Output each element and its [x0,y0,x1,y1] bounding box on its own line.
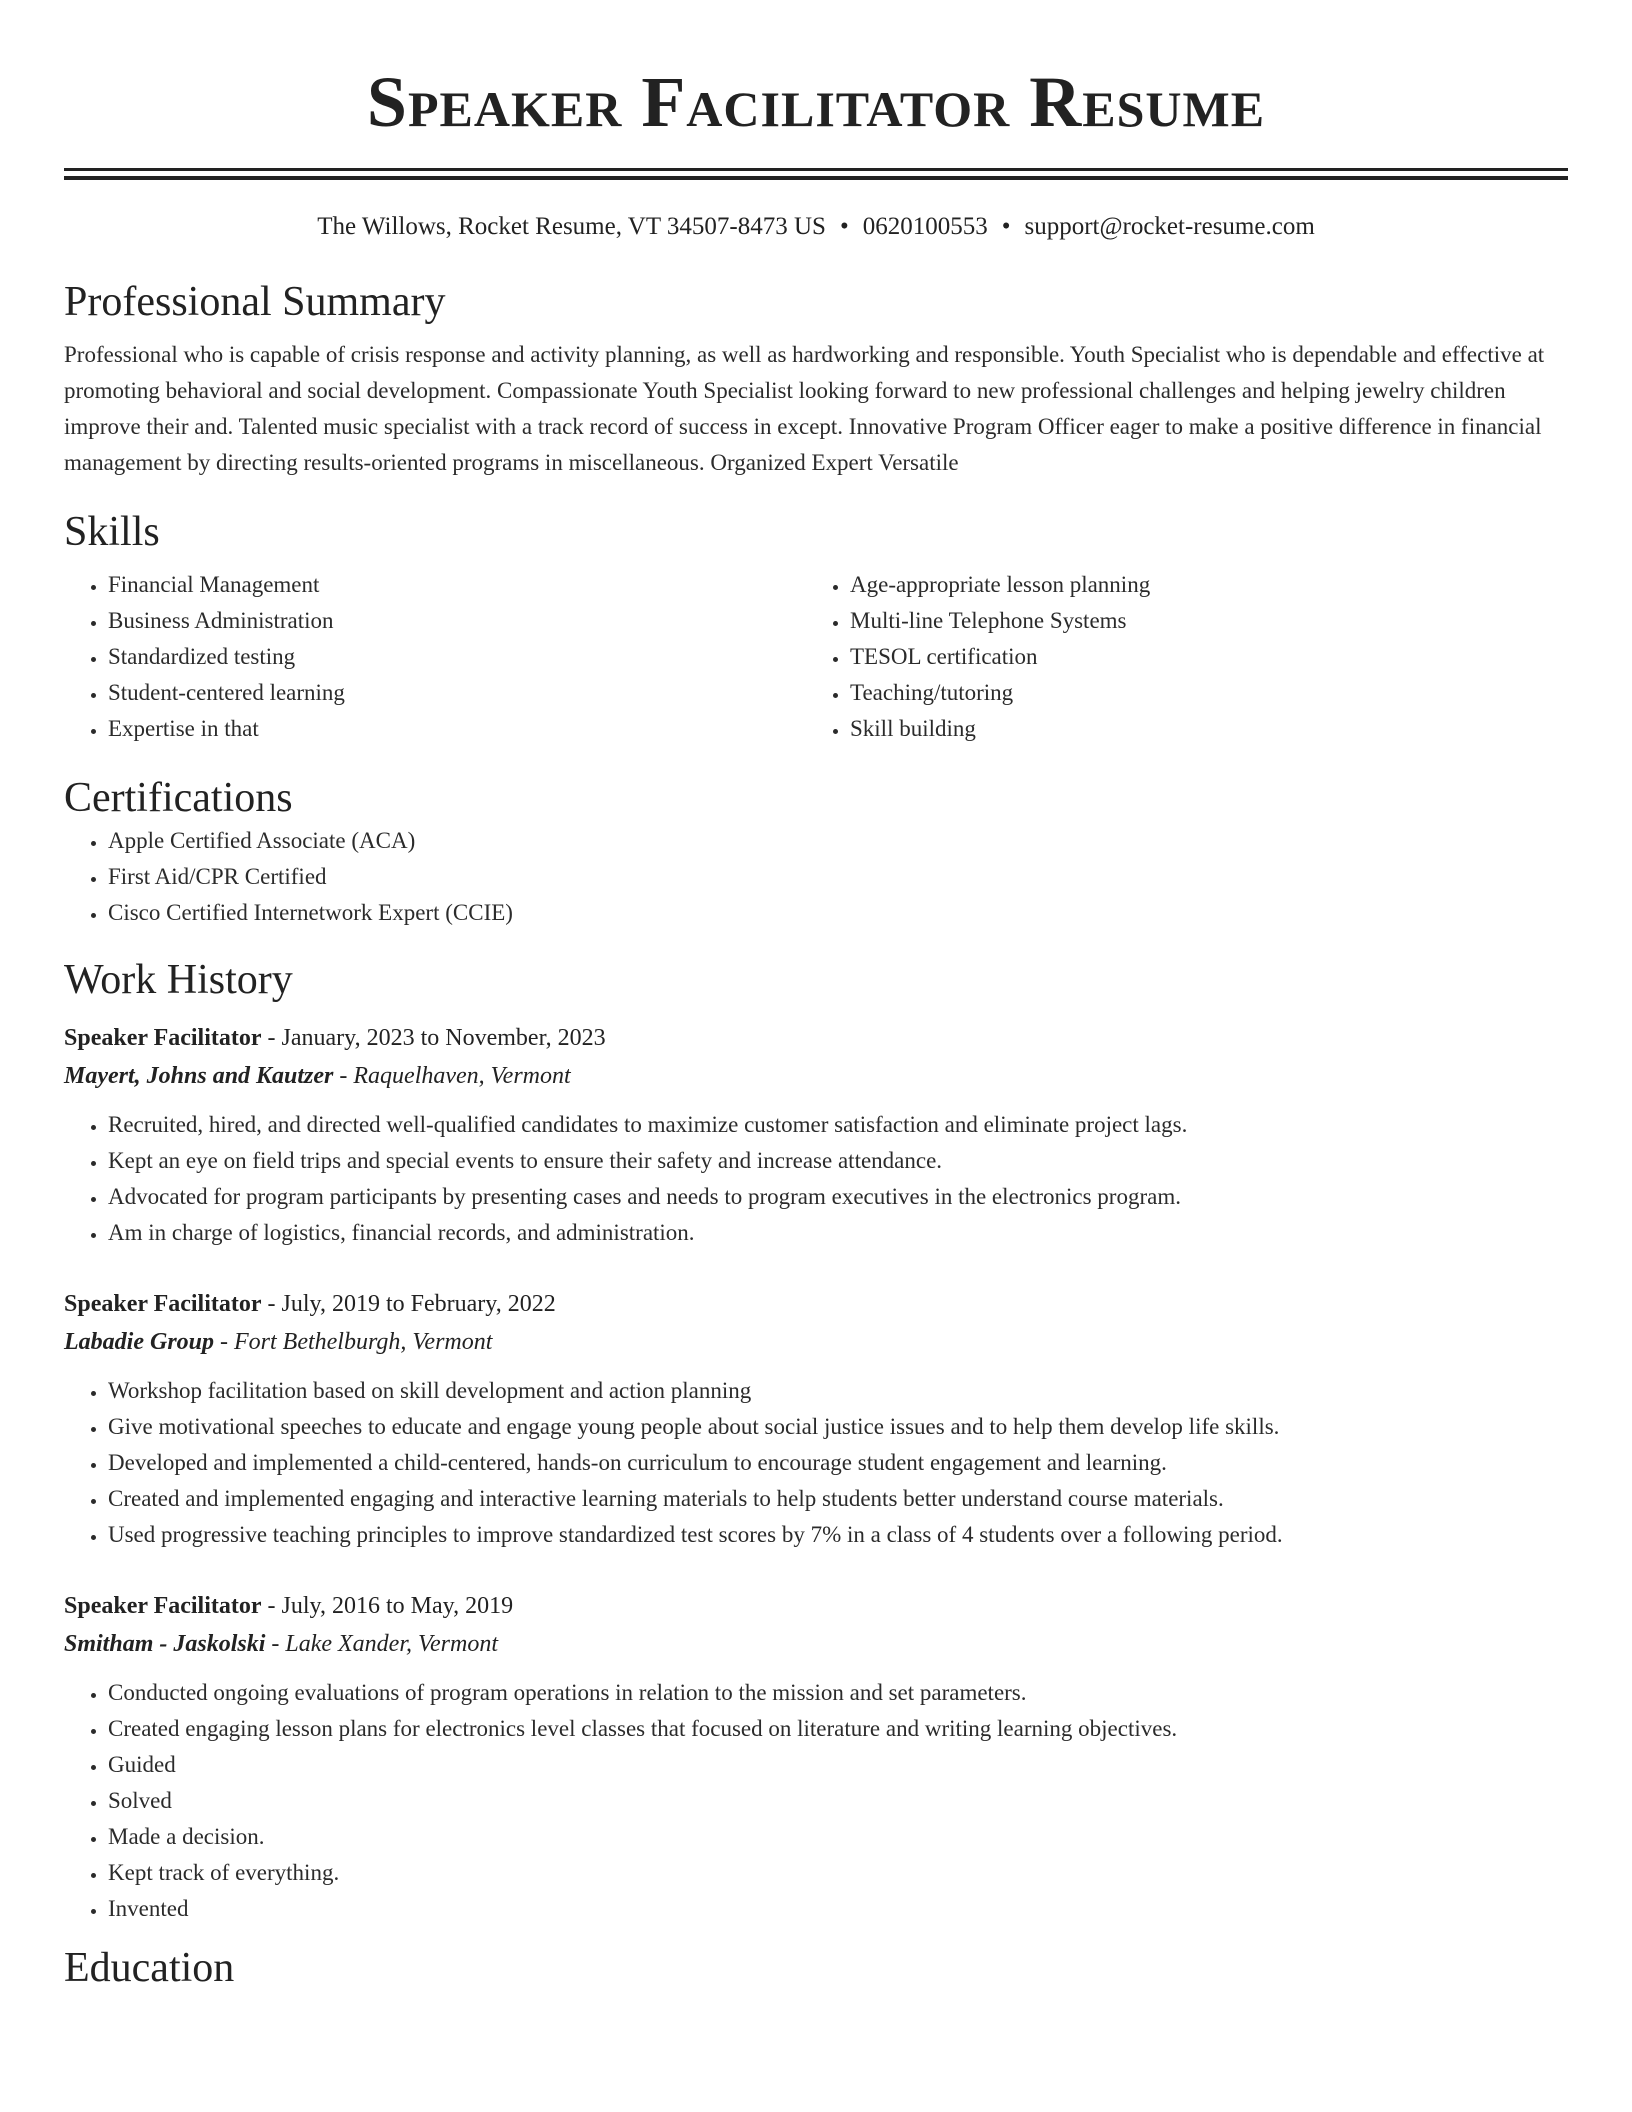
job-dates: - July, 2016 to May, 2019 [261,1593,514,1619]
job-duty-item: • Created and implemented engaging and interactive learning materials to help students better understand course materials. [108,1481,1568,1517]
job-duty-item: • Am in charge of logistics, financial records, and administration. [108,1215,1568,1251]
job-location: - Lake Xander, Vermont [265,1631,499,1657]
title-rule-bottom [64,176,1568,180]
job-duty-item: • Used progressive teaching principles to improve standardized test scores by 7% in a class of 4 students over a following period. [108,1517,1568,1553]
skills-list-left [64,567,806,747]
job-duty-item: • Conducted ongoing evaluations of program operations in relation to the mission and set parameters. [108,1675,1568,1711]
summary-section [64,277,1568,481]
job-dates: - January, 2023 to November, 2023 [261,1025,606,1051]
skills-heading: Skills [64,509,160,555]
job-duty-item: • Recruited, hired, and directed well-qualified candidates to maximize customer satisfaction and eliminate project lags. [108,1107,1568,1143]
certification-item: • First Aid/CPR Certified [108,859,1568,895]
certification-item: • Cisco Certified Internetwork Expert (CCIE) [108,895,1568,931]
skill-item: • Business Administration [108,603,806,639]
job-duty-item: • Workshop facilitation based on skill development and action planning [108,1373,1568,1409]
skill-item: • TESOL certification [850,639,1548,675]
contact-address: The Willows, Rocket Resume, VT 34507-8473 US [317,213,826,240]
contact-line [64,211,1568,243]
skills-grid [64,567,1568,747]
job-duty-item: • Give motivational speeches to educate and engage young people about social justice issues and to help them develop life skills. [108,1409,1568,1445]
job-duty-item: • Advocated for program participants by presenting cases and needs to program executives in the electronics program. [108,1179,1568,1215]
certification-item: • Apple Certified Associate (ACA) [108,823,1568,859]
job-company-line [64,1625,1568,1663]
job-dates: - July, 2019 to February, 2022 [261,1291,556,1317]
job-company-line [64,1323,1568,1361]
job-duty-item: • Kept an eye on field trips and special events to ensure their safety and increase attendance. [108,1143,1568,1179]
job-role: Speaker Facilitator [64,1025,262,1051]
contact-separator: • [839,213,849,240]
contact-phone: 0620100553 [862,213,988,240]
skill-item: • Standardized testing [108,639,806,675]
skill-item: • Teaching/tutoring [850,675,1548,711]
skill-item: • Student-centered learning [108,675,806,711]
job-duties-list [64,1675,1568,1927]
job-duty-item: • Developed and implemented a child-centered, hands-on curriculum to encourage student engagement and learning. [108,1445,1568,1481]
summary-text: Professional who is capable of crisis response and activity planning, as well as hardworking and responsible. Youth Specialist who is dependable and effective at promoting behavioral and social development. Compassionate Youth Specialist looking forward to new professional challenges and helping jewelry children improve their and. Talented music specialist with a track record of success in except. Innovative Program Officer eager to make a positive difference in financial management by directing results-oriented programs in miscellaneous. Organized Expert Versatile [64,342,1545,475]
job-company: Smitham - Jaskolski [64,1631,266,1657]
job-company-line [64,1057,1568,1095]
education-section [64,1943,1568,1993]
skills-list-right [806,567,1548,747]
certifications-list [64,823,1568,931]
job-title-line [64,1019,1568,1057]
job-duties-list [64,1107,1568,1251]
job-entry [64,1019,1568,1251]
skill-item: • Financial Management [108,567,806,603]
contact-separator: • [1001,213,1011,240]
job-role: Speaker Facilitator [64,1291,262,1317]
page-title: Speaker Facilitator Resume [366,62,1266,142]
job-title-line [64,1587,1568,1625]
work-history-section [64,955,1568,1927]
skills-section [64,507,1568,747]
certifications-heading: Certifications [64,775,293,821]
job-role: Speaker Facilitator [64,1593,262,1619]
job-location: - Raquelhaven, Vermont [333,1063,571,1089]
skill-item: • Expertise in that [108,711,806,747]
job-duty-item: • Made a decision. [108,1819,1568,1855]
skill-item: • Age-appropriate lesson planning [850,567,1548,603]
job-duty-item: • Created engaging lesson plans for electronics level classes that focused on literature and writing learning objectives. [108,1711,1568,1747]
job-duty-item: • Guided [108,1747,1568,1783]
certifications-section [64,773,1568,931]
job-company: Labadie Group [64,1329,214,1355]
skill-item: • Multi-line Telephone Systems [850,603,1548,639]
work-history-heading: Work History [64,957,293,1003]
job-title-line [64,1285,1568,1323]
job-duty-item: • Solved [108,1783,1568,1819]
job-duty-item: • Kept track of everything. [108,1855,1568,1891]
job-duty-item: • Invented [108,1891,1568,1927]
job-entry [64,1285,1568,1553]
summary-heading: Professional Summary [64,279,446,325]
job-entry [64,1587,1568,1927]
title-rule-top [64,168,1568,171]
job-company: Mayert, Johns and Kautzer [64,1063,334,1089]
skills-column-right [806,567,1548,747]
skills-column-left [64,567,806,747]
job-duties-list [64,1373,1568,1553]
education-heading: Education [64,1945,235,1991]
contact-email: support@rocket-resume.com [1024,213,1315,240]
job-location: - Fort Bethelburgh, Vermont [214,1329,493,1355]
skill-item: • Skill building [850,711,1548,747]
